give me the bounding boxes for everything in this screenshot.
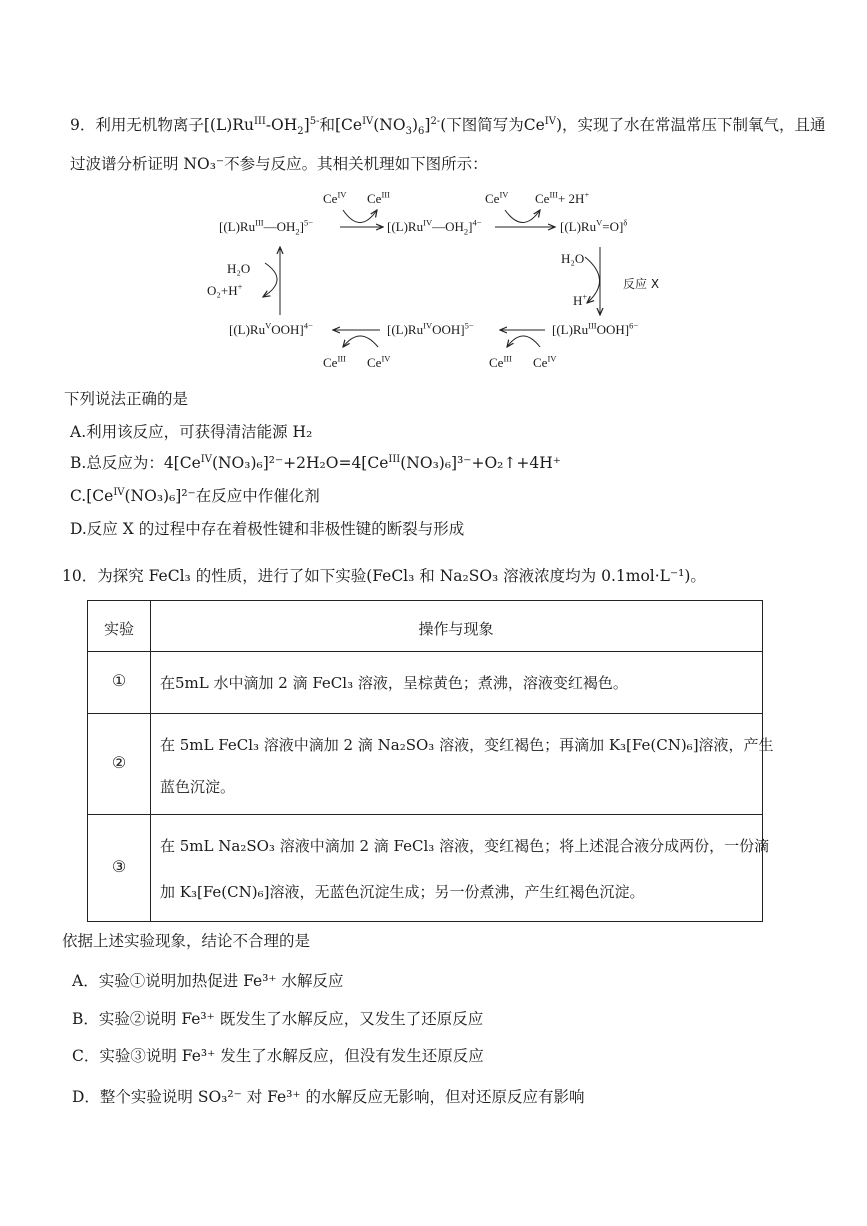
label-hplus-right: H+ bbox=[573, 291, 588, 308]
table-row bbox=[88, 814, 770, 921]
q10-option-a: A．实验①说明加热促进 Fe³⁺ 水解反应 bbox=[72, 972, 344, 990]
q10-option-c: C．实验③说明 Fe³⁺ 发生了水解反应，但没有发生还原反应 bbox=[72, 1047, 484, 1065]
table-row bbox=[88, 713, 774, 814]
q9-option-a: A.利用该反应，可获得清洁能源 H₂ bbox=[70, 423, 313, 441]
species-ru-iii-oh2: $[(L)Ru^{III}—OH_2]^{5-}$ bbox=[219, 217, 314, 237]
q9-option-c: $C.[Ce^{IV}(NO_3)_6]^{2-}$在反应中作催化剂 bbox=[70, 486, 320, 505]
label-h2o-left: H₂O bbox=[227, 261, 251, 276]
species-ru-iv-ooh: $[(L)Ru^{IV}OOH]^{5-}$ bbox=[387, 320, 474, 337]
row-number: ③ bbox=[111, 857, 127, 876]
label-ce-iv-4: $Ce^{IV}$ bbox=[533, 353, 557, 370]
species-ru-iv-oh2: $[(L)Ru^{IV}—OH_2]^{4-}$ bbox=[387, 217, 482, 237]
q10-stem: 依据上述实验现象，结论不合理的是 bbox=[62, 932, 311, 950]
row-text: 在 5mL Na₂SO₃ 溶液中滴加 2 滴 FeCl₃ 溶液，变红褐色；将上述混合液分成两份，一份滴 bbox=[160, 837, 770, 855]
row-text: 加 K₃[Fe(CN)₆]溶液，无蓝色沉淀生成；另一份煮沸，产生红褐色沉淀。 bbox=[160, 883, 645, 901]
q10-option-d: D．整个实验说明 SO₃²⁻ 对 Fe³⁺ 的水解反应无影响，但对还原反应有影响 bbox=[72, 1088, 585, 1106]
row-number: ② bbox=[111, 753, 127, 772]
table-header-experiment: 实验 bbox=[103, 620, 134, 638]
q10-option-b: B．实验②说明 Fe³⁺ 既发生了水解反应，又发生了还原反应 bbox=[72, 1010, 484, 1028]
curved-arrow-water-left bbox=[263, 263, 277, 297]
label-ce-iii-1: $Ce^{III}$ bbox=[367, 189, 390, 206]
mechanism-arrows bbox=[195, 185, 665, 375]
label-ce-iii-4: $Ce^{III}$ bbox=[489, 353, 512, 370]
q9-line1: 9．利用无机物离子$[(L)Ru^{III}-OH_2]^{5-}$和$[Ce^{IV}(NO_3)_6]^{2-}$(下图简写为$Ce^{IV}$)，实现了水在常温常压下制氧气，且通 bbox=[70, 115, 826, 138]
label-h2o-right: H₂O bbox=[561, 251, 585, 266]
q9-option-d: D.反应 X 的过程中存在着极性键和非极性键的断裂与形成 bbox=[70, 520, 465, 538]
label-ce-iii-3: $Ce^{III}$ bbox=[323, 353, 346, 370]
row-text: 在 5mL FeCl₃ 溶液中滴加 2 滴 Na₂SO₃ 溶液，变红褐色；再滴加 K₃[Fe(CN)₆]溶液，产生 bbox=[160, 736, 774, 754]
label-reaction-x: 反应 X bbox=[623, 277, 660, 291]
table-row bbox=[88, 651, 762, 713]
species-ru-v-ooh: $[(L)Ru^VOOH]^{4-}$ bbox=[229, 320, 313, 337]
curved-arrow-ce-1 bbox=[343, 210, 377, 223]
curved-arrow-ce-2 bbox=[505, 210, 540, 223]
label-ce-iii-2h: $Ce^{III}+ 2H^+$ bbox=[535, 189, 590, 206]
q9-stem: 下列说法正确的是 bbox=[64, 390, 189, 408]
q9-option-b: B.总反应为：$4[Ce^{IV}(NO_3)_6]^{2-}+2H_2O=4[Ce^{III}(NO_3)_6]^{3-}+O_2↑+4H^+$ bbox=[70, 453, 561, 472]
label-ce-iv-3: $Ce^{IV}$ bbox=[367, 353, 391, 370]
table-header-operation: 操作与现象 bbox=[418, 620, 494, 638]
row-text: 在5mL 水中滴加 2 滴 FeCl₃ 溶液，呈棕黄色；煮沸，溶液变红褐色。 bbox=[160, 674, 628, 692]
curved-arrow-ce-3 bbox=[507, 336, 540, 347]
curved-arrow-ce-4 bbox=[343, 336, 378, 347]
q10-title: 10．为探究 FeCl₃ 的性质，进行了如下实验(FeCl₃ 和 Na₂SO₃ 溶液浓度均为 0.1mol·L⁻¹)。 bbox=[62, 567, 706, 585]
q9-line2: 过波谱分析证明 NO₃⁻不参与反应。其相关机理如下图所示： bbox=[70, 155, 488, 173]
row-text: 蓝色沉淀。 bbox=[160, 778, 236, 796]
label-ce-iv-2: $Ce^{IV}$ bbox=[485, 189, 509, 206]
mechanism-diagram bbox=[195, 185, 665, 375]
label-o2-h-left: O₂+H+ bbox=[207, 281, 243, 298]
row-number: ① bbox=[111, 671, 127, 690]
species-ru-v-oxo: $[(L)Ru^V=O]^\delta$ bbox=[560, 217, 628, 234]
label-ce-iv-1: $Ce^{IV}$ bbox=[323, 189, 347, 206]
species-ru-iii-ooh: $[(L)Ru^{III}OOH]^{6-}$ bbox=[552, 320, 639, 337]
experiment-table bbox=[87, 600, 774, 922]
